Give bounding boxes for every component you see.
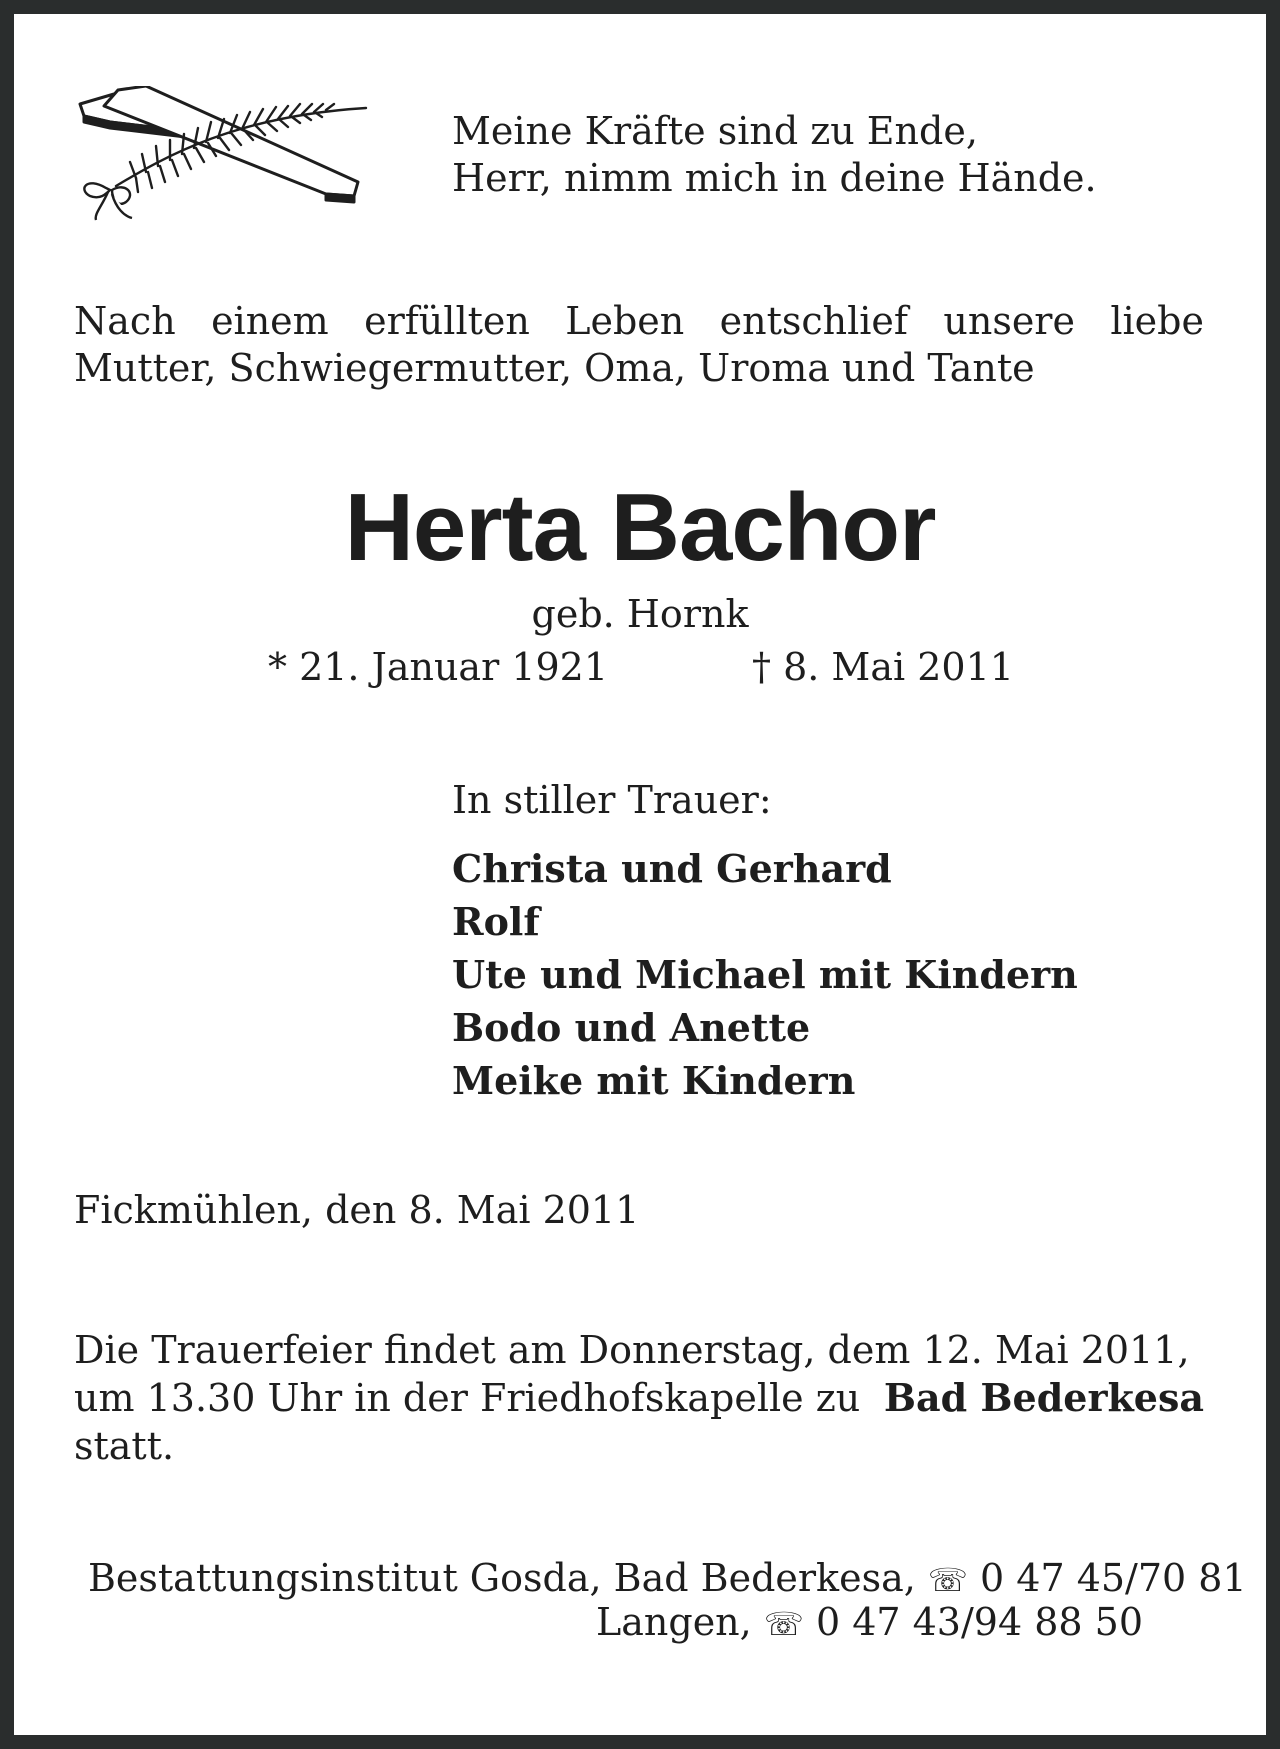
place-date: Fickmühlen, den 8. Mai 2011 bbox=[74, 1188, 640, 1232]
funeral-home-phone: 0 47 43/94 88 50 bbox=[815, 1600, 1144, 1644]
mourner-item: Christa und Gerhard bbox=[452, 846, 892, 891]
intro-line-1 bbox=[74, 298, 1204, 345]
deceased-name: Herta Bachor bbox=[344, 474, 936, 581]
birth-date: * 21. Januar 1921 bbox=[268, 645, 609, 689]
ceremony-text: Die Trauerfeier findet am Donnerstag, dem 12. Mai 2011, bbox=[74, 1328, 1190, 1372]
funeral-home-line-1 bbox=[88, 1556, 1247, 1602]
intro-word: entschlief bbox=[719, 299, 908, 343]
mourner-item: Bodo und Anette bbox=[452, 1005, 811, 1050]
mourner-item: Rolf bbox=[452, 899, 540, 944]
mourning-label: In stiller Trauer: bbox=[452, 778, 772, 822]
verse-line-1: Meine Kräfte sind zu Ende, bbox=[452, 109, 978, 153]
intro-word: liebe bbox=[1110, 299, 1204, 343]
mourners-list bbox=[452, 842, 1078, 1107]
intro-word: einem bbox=[211, 299, 329, 343]
cross-palm-icon bbox=[76, 86, 376, 226]
ceremony-info bbox=[74, 1326, 1204, 1470]
ceremony-line-1 bbox=[74, 1326, 1204, 1374]
death-date: † 8. Mai 2011 bbox=[752, 645, 1014, 689]
mourner-item: Meike mit Kindern bbox=[452, 1058, 856, 1103]
intro-word: Leben bbox=[565, 299, 685, 343]
maiden-name: geb. Hornk bbox=[531, 592, 749, 636]
funeral-home-line-2 bbox=[596, 1600, 1143, 1646]
intro-word: unsere bbox=[943, 299, 1075, 343]
ceremony-line-3: statt. bbox=[74, 1424, 175, 1468]
telephone-icon: ☏ bbox=[763, 1605, 804, 1643]
funeral-home-text: Bestattungsinstitut Gosda, Bad Bederkesa, bbox=[88, 1556, 916, 1600]
intro-word: Nach bbox=[74, 299, 176, 343]
ceremony-place: Bad Bederkesa bbox=[883, 1375, 1204, 1420]
ceremony-line-2 bbox=[74, 1374, 1204, 1422]
verse-line-2: Herr, nimm mich in deine Hände. bbox=[452, 156, 1097, 200]
intro-text bbox=[74, 298, 1204, 392]
intro-word: erfüllten bbox=[364, 299, 530, 343]
verse bbox=[452, 108, 1097, 202]
mourner-item: Ute und Michael mit Kindern bbox=[452, 952, 1078, 997]
intro-line-2: Mutter, Schwiegermutter, Oma, Uroma und Tante bbox=[74, 346, 1035, 390]
funeral-home-text: Langen, bbox=[596, 1600, 752, 1644]
ceremony-text: um 13.30 Uhr in der Friedhofskapelle zu bbox=[74, 1376, 861, 1420]
telephone-icon: ☏ bbox=[927, 1561, 968, 1599]
funeral-home-phone: 0 47 45/70 81 bbox=[980, 1556, 1247, 1600]
